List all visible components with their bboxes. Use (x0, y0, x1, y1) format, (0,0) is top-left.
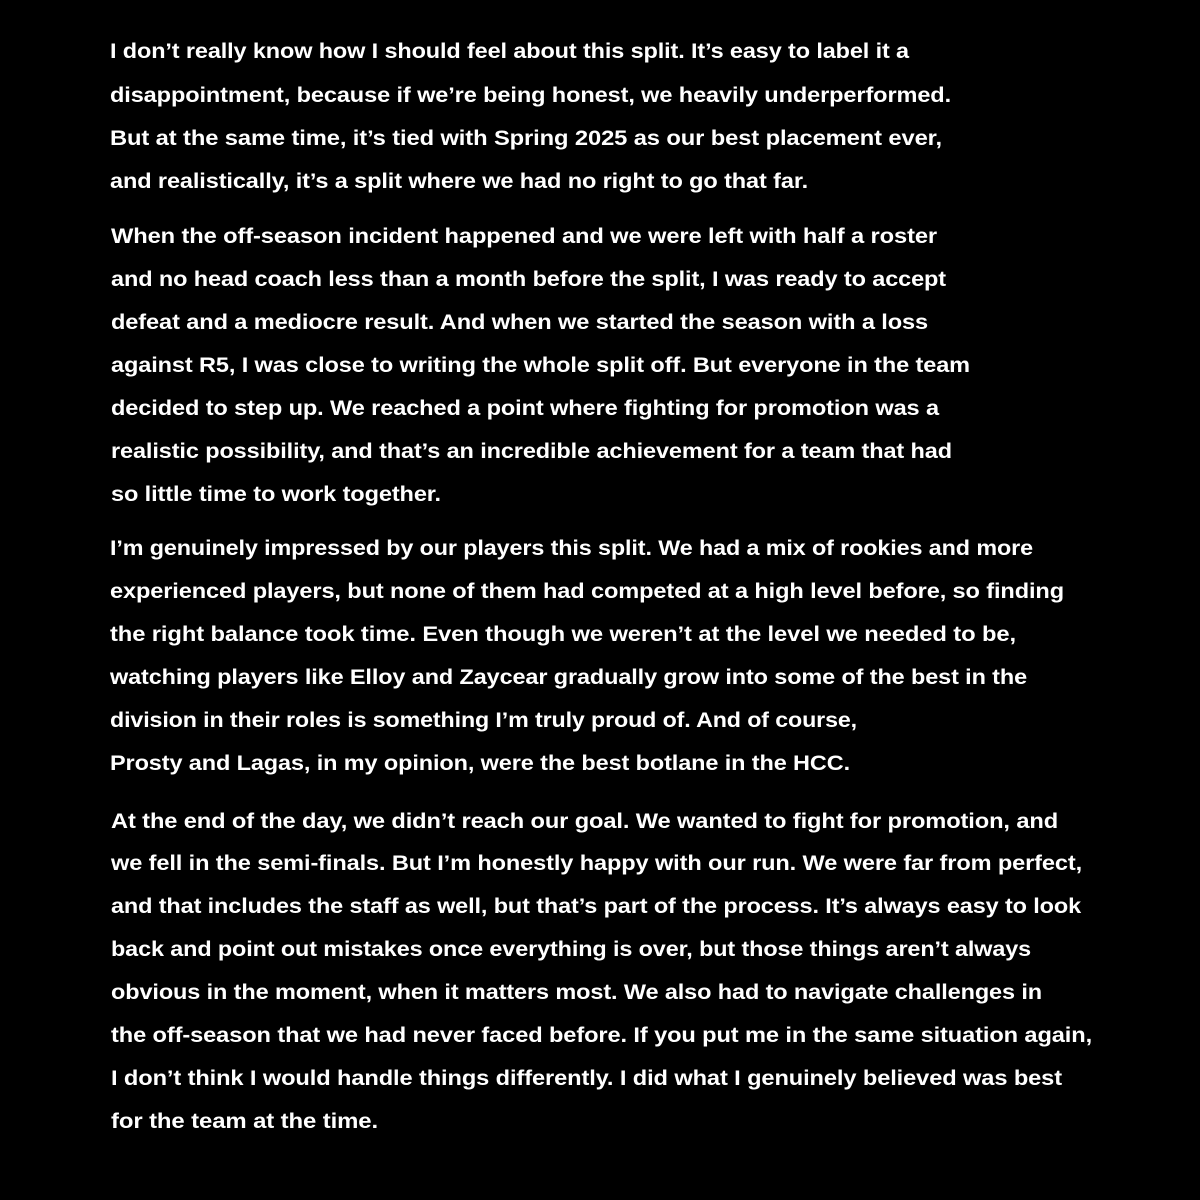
text-line: and no head coach less than a month before the split, I was ready to accept (111, 268, 947, 291)
text-line: Prosty and Lagas, in my opinion, were the best botlane in the HCC. (110, 752, 850, 775)
text-line: experienced players, but none of them had competed at a high level before, so finding (110, 580, 1064, 603)
text-line: division in their roles is something I’m truly proud of. And of course, (110, 709, 858, 732)
text-line: back and point out mistakes once everything is over, but those things aren’t always (111, 938, 1032, 961)
text-line: for the team at the time. (111, 1110, 378, 1133)
text-line: the right balance took time. Even though we weren’t at the level we needed to be, (110, 623, 1016, 646)
text-line: obvious in the moment, when it matters most. We also had to navigate challenges in (111, 981, 1042, 1004)
text-line: I’m genuinely impressed by our players this split. We had a mix of rookies and more (110, 537, 1033, 560)
text-line: decided to step up. We reached a point where fighting for promotion was a (111, 397, 939, 420)
text-line: At the end of the day, we didn’t reach our goal. We wanted to fight for promotion, and (111, 810, 1059, 833)
text-line: watching players like Elloy and Zaycear gradually grow into some of the best in the (110, 666, 1028, 689)
text-line: But at the same time, it’s tied with Spring 2025 as our best placement ever, (110, 127, 942, 150)
text-line: so little time to work together. (111, 483, 441, 506)
text-line: the off-season that we had never faced before. If you put me in the same situation again, (111, 1024, 1093, 1047)
text-line: and that includes the staff as well, but that’s part of the process. It’s always easy to look (111, 895, 1082, 918)
text-line: When the off-season incident happened and we were left with half a roster (111, 225, 938, 248)
text-line: and realistically, it’s a split where we had no right to go that far. (110, 170, 809, 193)
text-line: against R5, I was close to writing the whole split off. But everyone in the team (111, 354, 970, 377)
text-line: I don’t think I would handle things differently. I did what I genuinely believed was best (111, 1067, 1062, 1090)
text-line: I don’t really know how I should feel about this split. It’s easy to label it a (110, 40, 909, 63)
text-line: we fell in the semi-finals. But I’m honestly happy with our run. We were far from perfect, (111, 852, 1083, 875)
text-line: realistic possibility, and that’s an incredible achievement for a team that had (111, 440, 952, 463)
text-line: defeat and a mediocre result. And when we started the season with a loss (111, 311, 929, 334)
text-line: disappointment, because if we’re being honest, we heavily underperformed. (110, 84, 952, 107)
